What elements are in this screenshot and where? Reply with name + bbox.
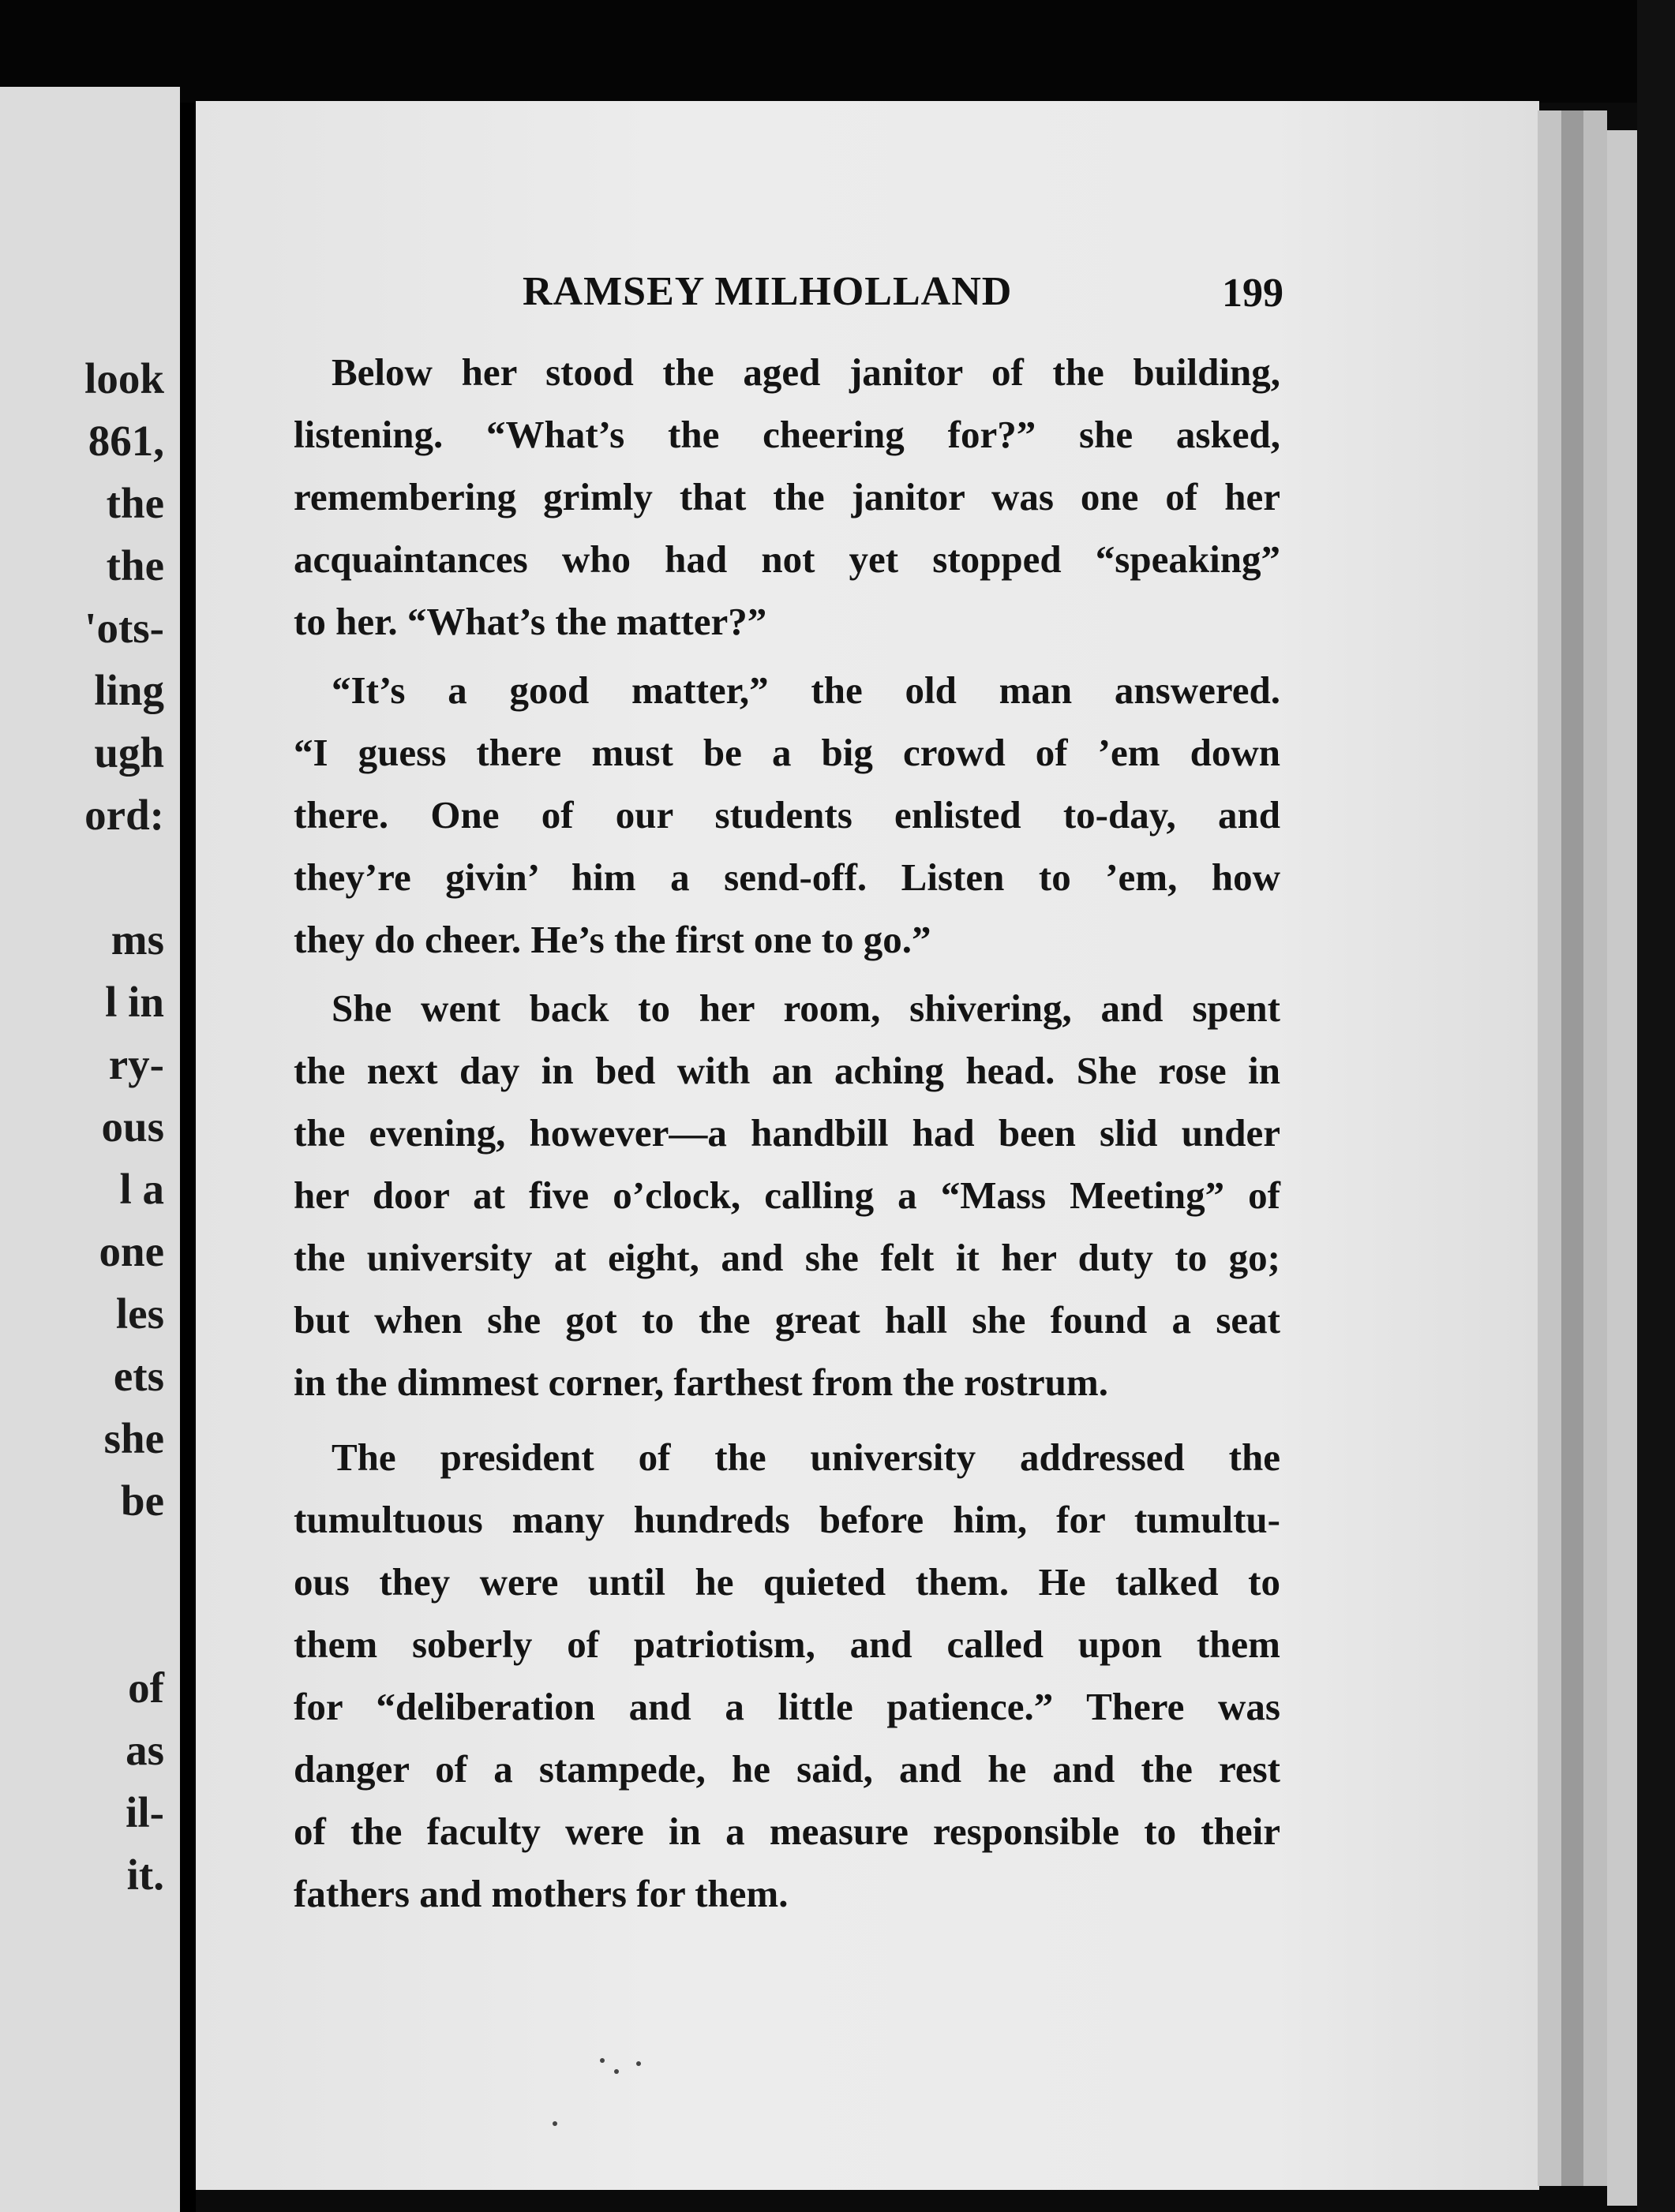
text-line: Below her stood the aged janitor of the building,: [332, 350, 1280, 394]
text-line: “It’s a good matter,” the old man answered.: [332, 668, 1280, 712]
text-line: She went back to her room, shivering, and spent: [332, 986, 1280, 1030]
text-line: listening. “What’s the cheering for?” she asked,: [294, 413, 1280, 456]
scan-speck: [614, 2069, 619, 2074]
left-page-text-fragments: [84, 347, 164, 1906]
text-line: they’re givin’ him a send-off. Listen to ’em, how: [294, 855, 1280, 899]
text-line: remembering grimly that the janitor was one of her: [294, 475, 1280, 518]
text-line: the next day in bed with an aching head. She rose in: [294, 1049, 1280, 1092]
left-fragment: [84, 1594, 164, 1656]
left-fragment: ugh: [94, 728, 164, 777]
text-line: danger of a stampede, he said, and he and the rest: [294, 1747, 1280, 1791]
left-fragment: 861,: [88, 417, 164, 465]
left-fragment: ms: [111, 915, 164, 964]
left-fragment: ord:: [84, 791, 164, 839]
text-line: “I guess there must be a big crowd of ’em down: [294, 731, 1280, 774]
text-line: there. One of our students enlisted to-day, and: [294, 793, 1280, 837]
scan-speck: [636, 2061, 641, 2066]
left-fragment: be: [121, 1477, 164, 1525]
scan-speck: [600, 2058, 605, 2063]
left-fragment: l in: [105, 978, 164, 1026]
scan-top-border: [0, 0, 1675, 103]
left-fragment: as: [126, 1726, 164, 1774]
left-fragment: the: [106, 541, 164, 589]
left-fragment: il-: [126, 1788, 164, 1836]
left-fragment: of: [128, 1664, 164, 1712]
text-line: tumultuous many hundreds before him, for tumultu-: [294, 1498, 1280, 1541]
page-number: 199: [1222, 271, 1283, 316]
text-line: of the faculty were in a measure responsible to their: [294, 1810, 1280, 1853]
left-fragment: les: [115, 1289, 164, 1338]
text-line: fathers and mothers for them.: [294, 1872, 789, 1915]
left-fragment: [84, 846, 164, 908]
text-line: the university at eight, and she felt it her duty to go;: [294, 1236, 1280, 1279]
text-line: her door at five o’clock, calling a “Mass Meeting” of: [294, 1173, 1280, 1217]
page-stack-edge: [1583, 110, 1607, 2186]
text-line: in the dimmest corner, farthest from the rostrum.: [294, 1361, 1108, 1404]
text-line: the evening, however—a handbill had been slid under: [294, 1111, 1280, 1155]
text-line: they do cheer. He’s the first one to go.”: [294, 918, 931, 961]
text-line: acquaintances who had not yet stopped “speaking”: [294, 537, 1280, 581]
book-gutter: [180, 103, 196, 2212]
text-line: them soberly of patriotism, and called upon them: [294, 1623, 1280, 1666]
text-line: The president of the university addressed the: [332, 1435, 1280, 1479]
left-fragment: ling: [94, 666, 164, 714]
left-fragment: it.: [126, 1851, 164, 1899]
left-fragment: l a: [119, 1165, 164, 1213]
left-fragment: look: [84, 354, 164, 402]
left-fragment: one: [99, 1227, 164, 1275]
left-fragment: ry-: [108, 1040, 164, 1088]
text-line: to her. “What’s the matter?”: [294, 600, 767, 643]
left-fragment: the: [106, 479, 164, 527]
page-stack-edge: [1607, 130, 1637, 2206]
left-page-edge: [0, 87, 180, 2212]
left-fragment: ous: [101, 1102, 164, 1151]
left-fragment: [84, 1532, 164, 1594]
left-fragment: 'ots-: [84, 604, 164, 652]
page-stack-edge: [1538, 110, 1561, 2186]
page-stack-edge: [1561, 110, 1583, 2186]
text-line: but when she got to the great hall she found a seat: [294, 1298, 1280, 1342]
scan-speck: [553, 2121, 557, 2126]
running-title: RAMSEY MILHOLLAND: [523, 269, 1013, 314]
body-text: [294, 341, 1280, 1925]
text-line: ous they were until he quieted them. He talked to: [294, 1560, 1280, 1604]
left-fragment: she: [103, 1414, 164, 1462]
left-fragment: ets: [113, 1352, 164, 1400]
scan-right-border: [1637, 0, 1675, 2212]
text-line: for “deliberation and a little patience.” There was: [294, 1685, 1280, 1728]
